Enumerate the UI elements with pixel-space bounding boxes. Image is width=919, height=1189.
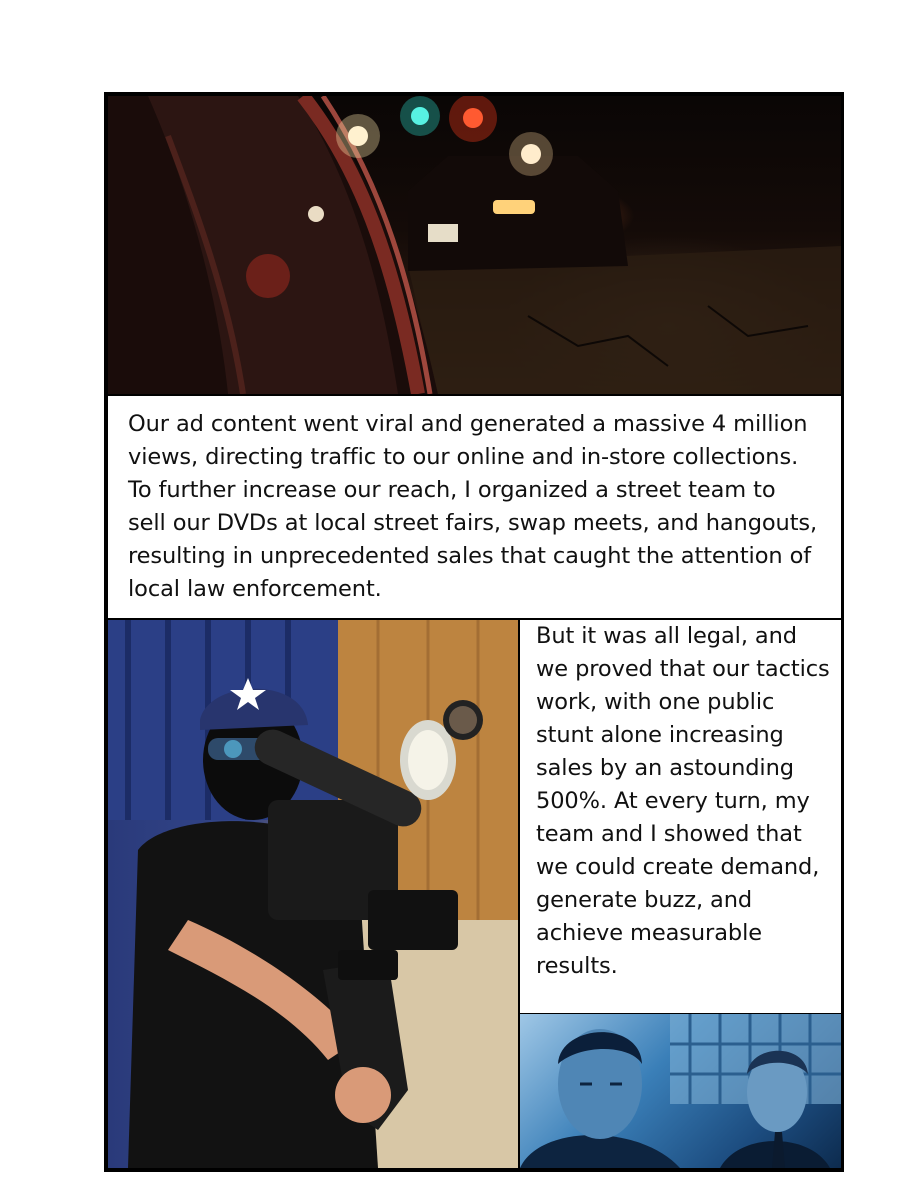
side-paragraph: But it was all legal, and we proved that our tactics work, with one public stunt alone increasing sales by an astounding 500%. At every turn, my team and I showed that we could create demand, generate buzz, and achieve measurable results. [536,623,830,979]
two-men-photo [520,1014,841,1168]
main-paragraph: Our ad content went viral and generated a massive 4 million views, directing traffic to our online and in-store collections. To further increase our reach, I organized a street team to sell our DVDs at local street fairs, swap meets, and hangouts, resulting in unprecedented sales that caught the attention of local law enforcement. [128,411,818,602]
cameraman-illustration [108,620,518,1168]
masked-cameraman-photo [108,620,518,1168]
main-paragraph-panel [108,396,841,618]
police-night-photo [108,96,841,394]
two-men-illustration [520,1014,841,1168]
side-paragraph-panel [520,620,841,1013]
police-night-illustration [108,96,841,394]
